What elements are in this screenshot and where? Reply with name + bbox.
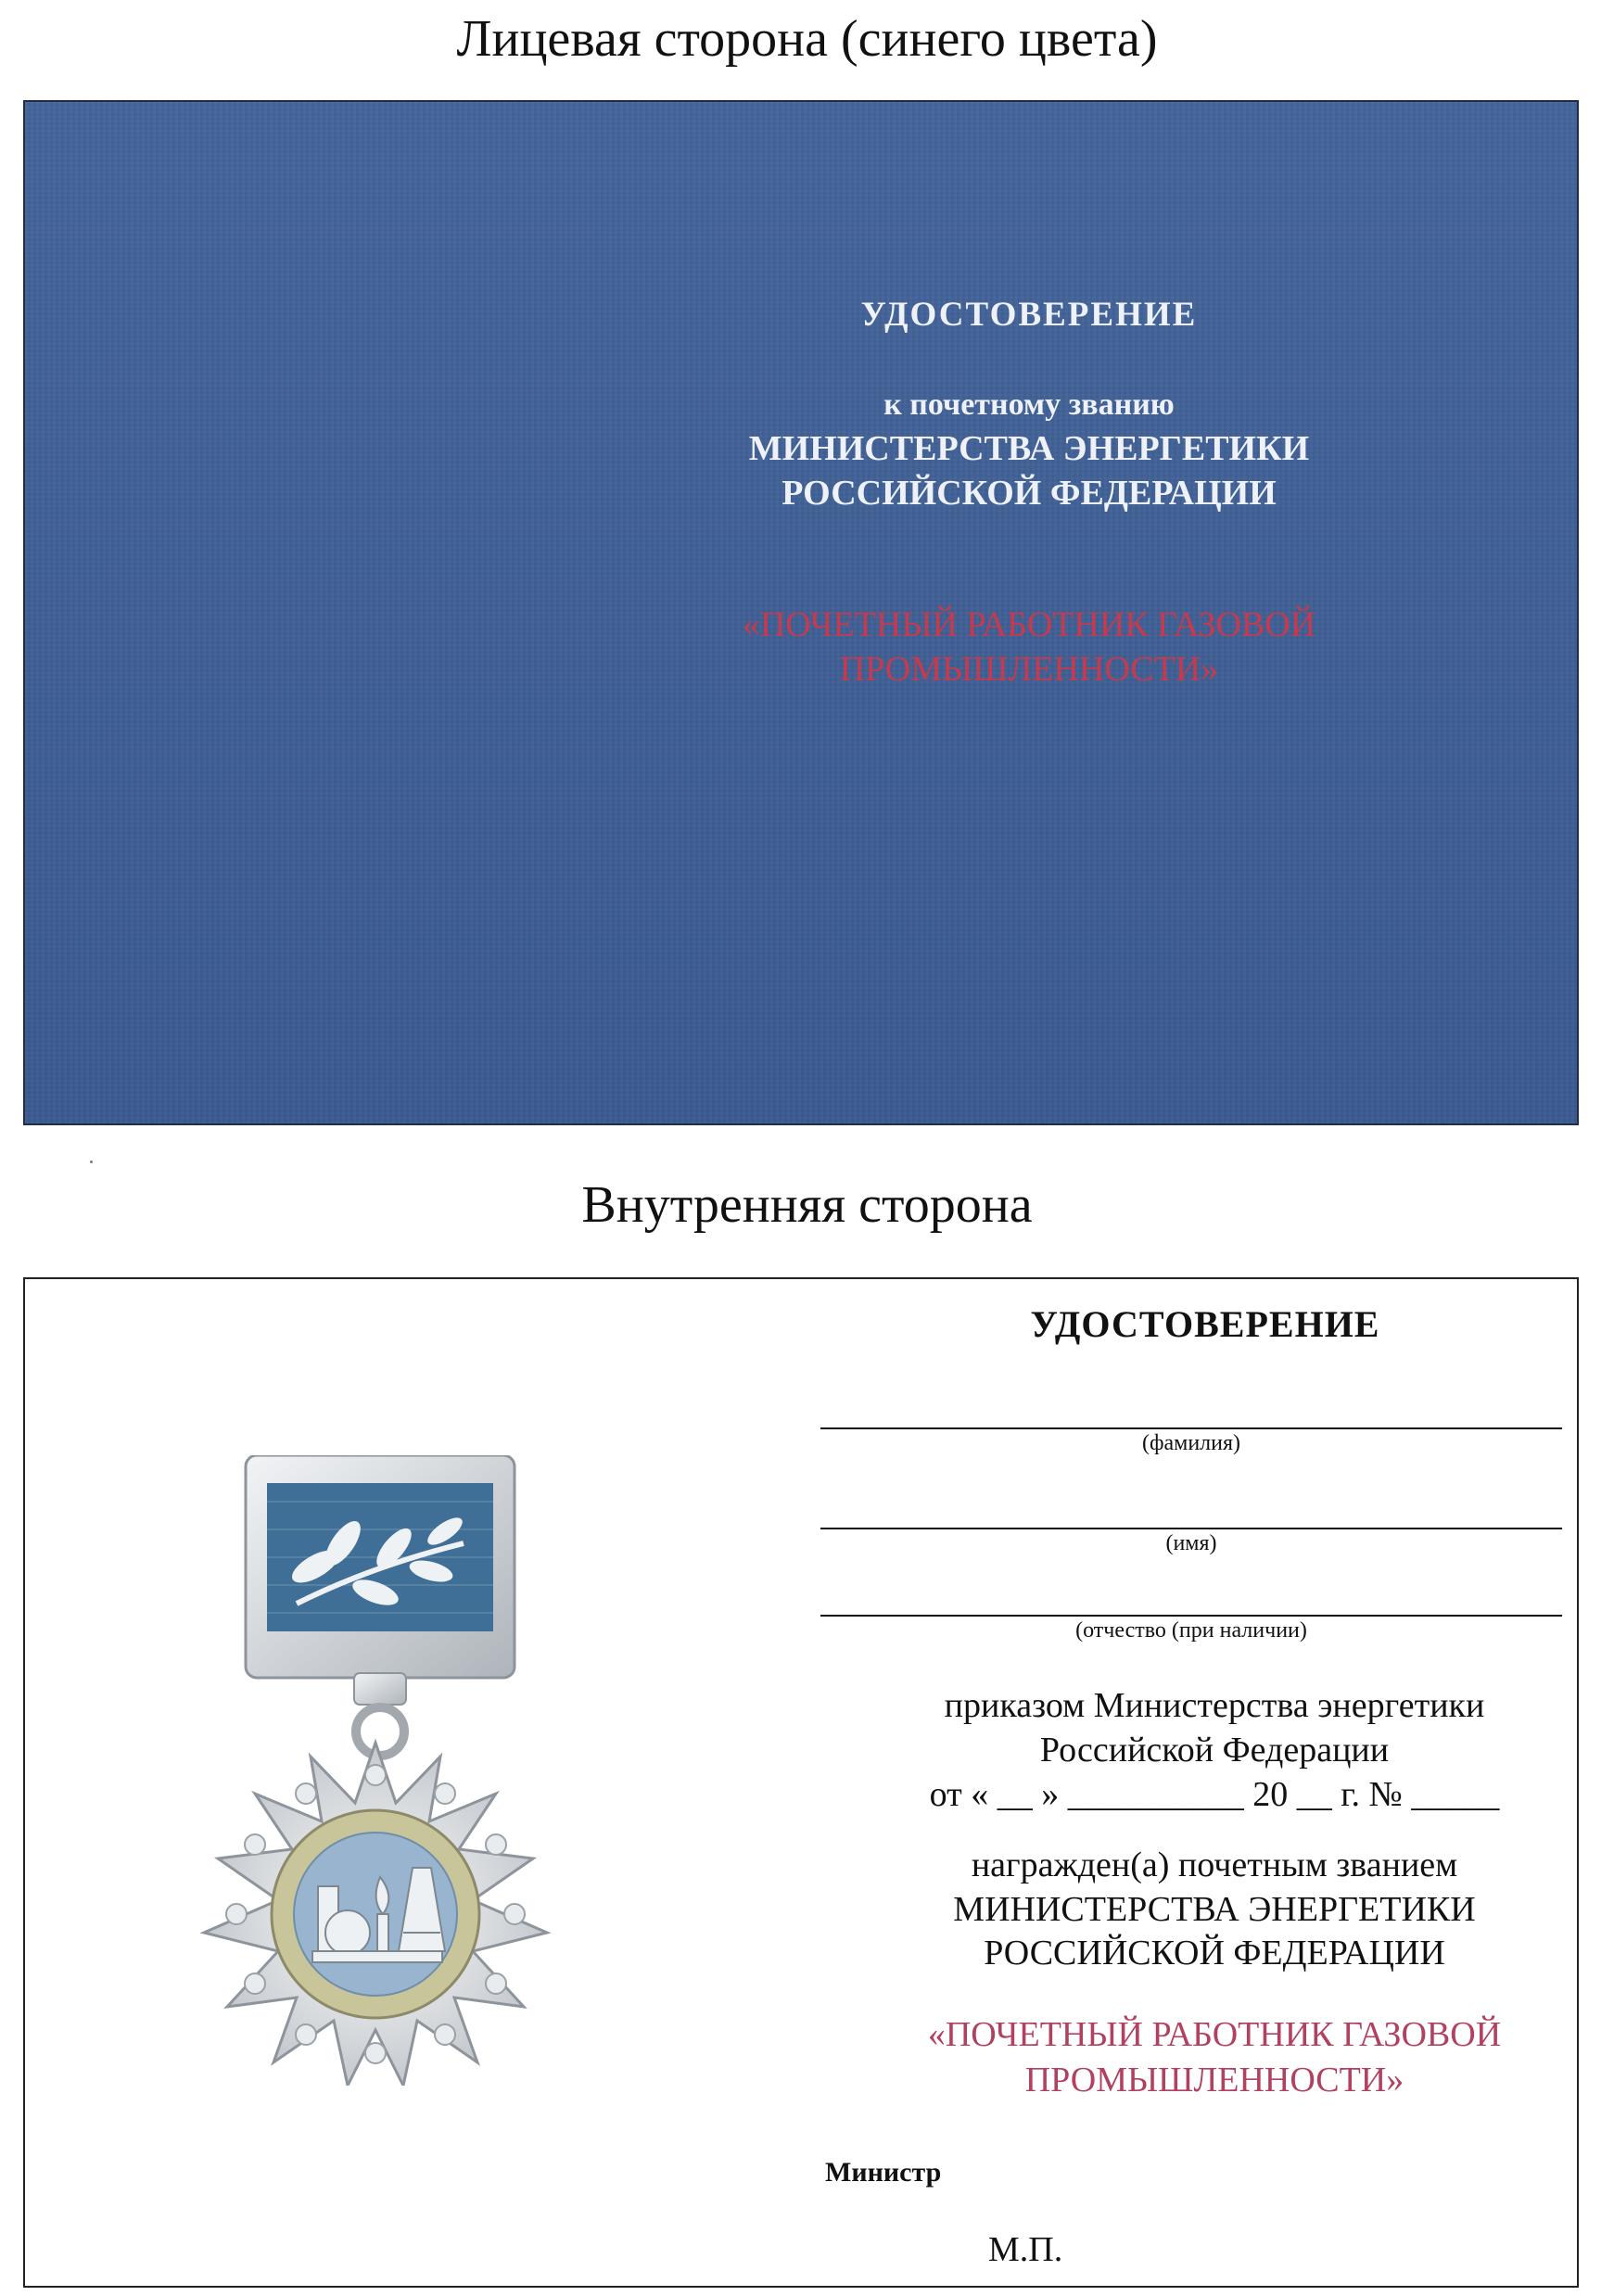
order-line-1: приказом Министерства энергетики xyxy=(944,1686,1485,1725)
inner-ministry-line2: РОССИЙСКОЙ ФЕДЕРАЦИИ xyxy=(984,1934,1445,1973)
patronymic-caption: (отчество (при наличии) xyxy=(1075,1618,1307,1643)
medal-icon xyxy=(195,1455,556,2086)
front-award-title xyxy=(612,603,1446,691)
inner-award-line2: ПРОМЫШЛЕННОСТИ» xyxy=(1024,2061,1404,2099)
minister-label: Министр xyxy=(825,2157,942,2188)
front-title: УДОСТОВЕРЕНИЕ xyxy=(860,296,1198,334)
front-award-line2: ПРОМЫШЛЕННОСТИ» xyxy=(839,650,1219,689)
inner-side-caption: Внутренняя сторона xyxy=(581,1176,1033,1234)
inner-ministry-line1: МИНИСТЕРСТВА ЭНЕРГЕТИКИ xyxy=(953,1890,1476,1929)
inner-award-line1: «ПОЧЕТНЫЙ РАБОТНИК ГАЗОВОЙ xyxy=(927,2015,1502,2054)
name-field[interactable] xyxy=(820,1528,1562,1529)
scan-speck xyxy=(90,1161,93,1163)
front-subtitle: к почетному званию xyxy=(883,387,1175,422)
front-ministry-name xyxy=(612,426,1446,515)
order-line-2: Российской Федерации xyxy=(1039,1731,1390,1770)
awarded-line: награжден(а) почетным званием xyxy=(971,1846,1458,1884)
front-side-caption: Лицевая сторона (синего цвета) xyxy=(456,10,1158,68)
stamp-label: М.П. xyxy=(988,2230,1063,2269)
order-date-number-line: от « __ » __________ 20 __ г. № _____ xyxy=(929,1775,1500,1814)
patronymic-field[interactable] xyxy=(820,1615,1562,1617)
name-caption: (имя) xyxy=(1165,1531,1217,1555)
inner-title: УДОСТОВЕРЕНИЕ xyxy=(1030,1303,1380,1345)
front-ministry-line1: МИНИСТЕРСТВА ЭНЕРГЕТИКИ xyxy=(748,429,1310,468)
front-ministry-line2: РОССИЙСКОЙ ФЕДЕРАЦИИ xyxy=(782,474,1277,513)
surname-field[interactable] xyxy=(820,1427,1562,1429)
front-award-line1: «ПОЧЕТНЫЙ РАБОТНИК ГАЗОВОЙ xyxy=(742,605,1316,644)
surname-caption: (фамилия) xyxy=(1141,1431,1241,1455)
